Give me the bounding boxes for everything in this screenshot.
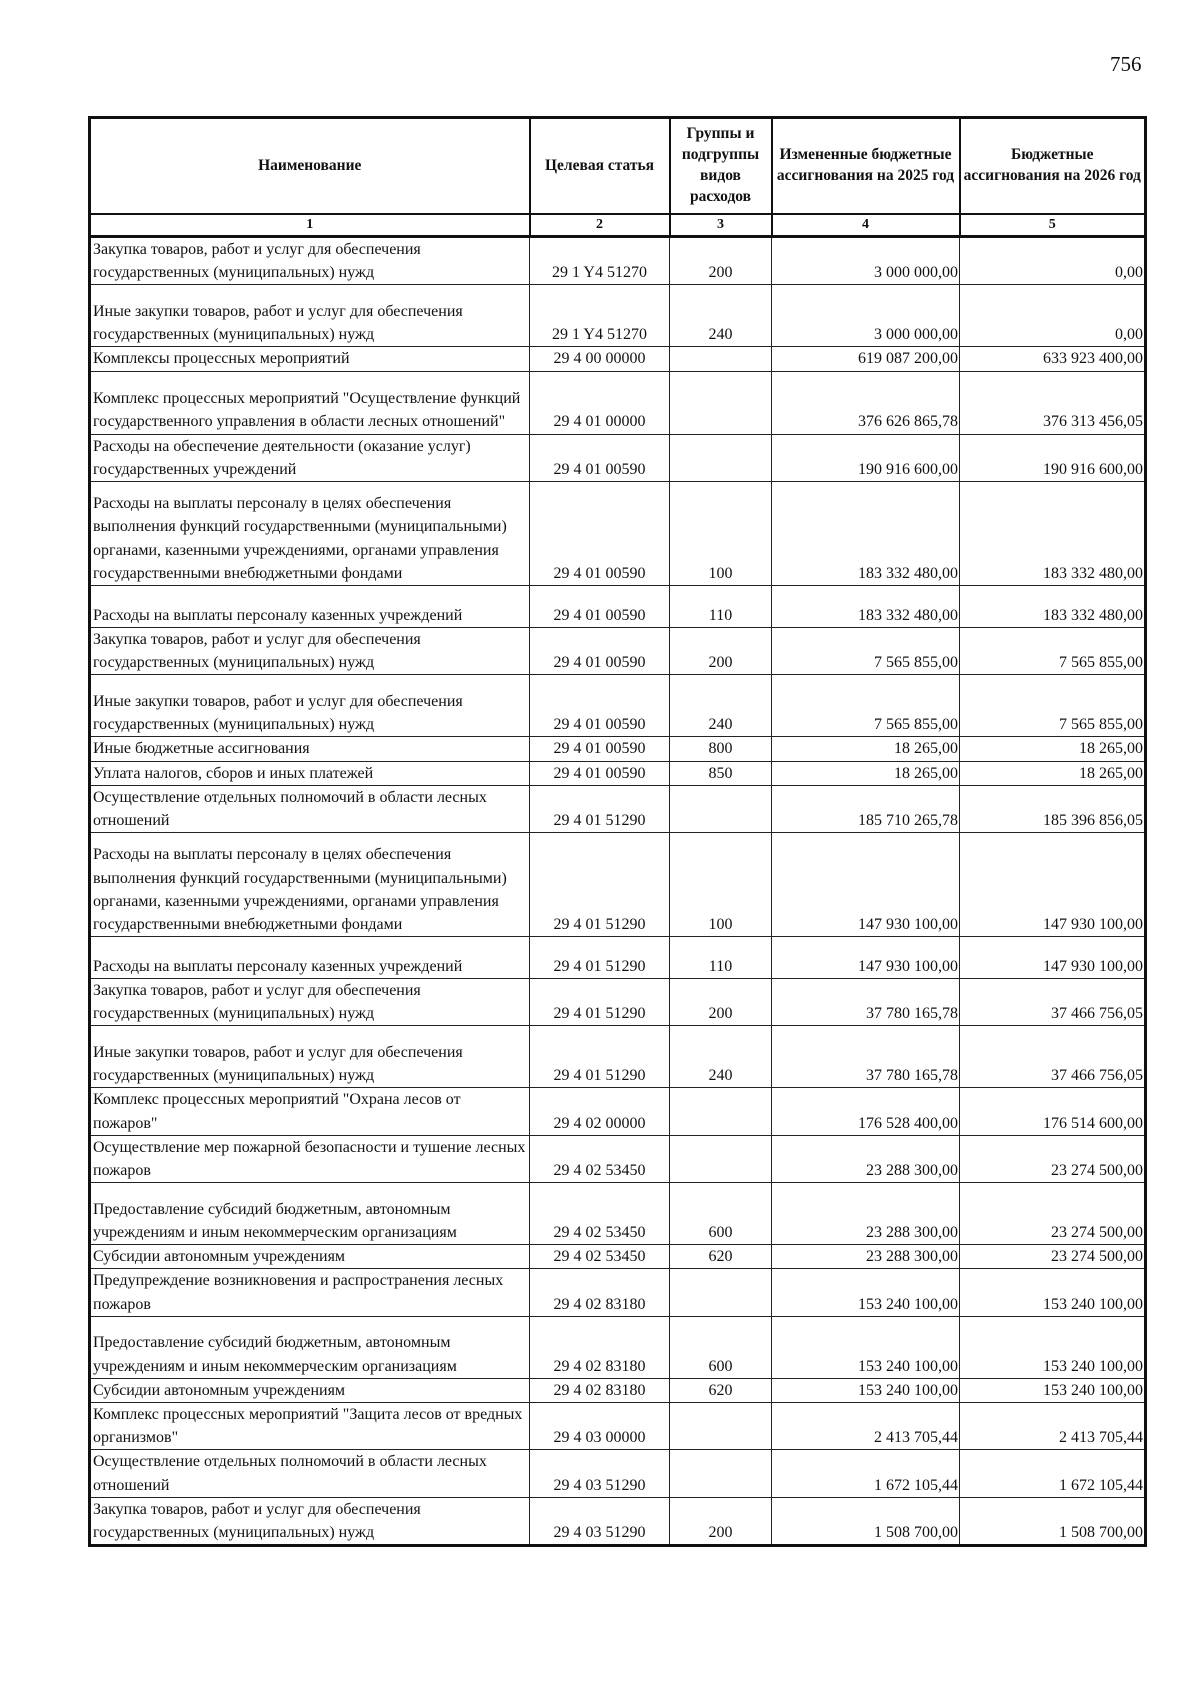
- row-target-article: 29 4 01 00590: [530, 627, 670, 674]
- row-name: Расходы на обеспечение деятельности (оказание услуг) государственных учреждений: [90, 434, 530, 481]
- row-expense-group: 110: [670, 937, 772, 979]
- header-name: Наименование: [90, 118, 530, 215]
- row-target-article: 29 4 03 00000: [530, 1402, 670, 1449]
- row-name: Уплата налогов, сборов и иных платежей: [90, 761, 530, 785]
- row-expense-group: 800: [670, 737, 772, 761]
- row-value-2025: 376 626 865,78: [772, 371, 960, 434]
- table-row: [90, 1497, 1146, 1545]
- row-value-2026: 2 413 705,44: [960, 1402, 1146, 1449]
- row-value-2025: 23 288 300,00: [772, 1183, 960, 1245]
- row-target-article: 29 4 01 00590: [530, 481, 670, 585]
- table-row: [90, 237, 1146, 285]
- row-target-article: 29 4 01 51290: [530, 937, 670, 979]
- row-value-2026: 153 240 100,00: [960, 1316, 1146, 1378]
- row-expense-group: [670, 347, 772, 371]
- budget-table: [88, 116, 1147, 1547]
- row-expense-group: 100: [670, 833, 772, 937]
- row-value-2026: 153 240 100,00: [960, 1269, 1146, 1316]
- table-row: [90, 285, 1146, 347]
- row-target-article: 29 4 01 51290: [530, 1026, 670, 1088]
- row-value-2025: 1 672 105,44: [772, 1450, 960, 1497]
- header-expense-groups: Группы и подгруппы видов расходов: [670, 118, 772, 215]
- row-value-2026: 1 672 105,44: [960, 1450, 1146, 1497]
- row-value-2026: 183 332 480,00: [960, 481, 1146, 585]
- row-name: Комплексы процессных мероприятий: [90, 347, 530, 371]
- row-name: Комплекс процессных мероприятий "Защита лесов от вредных организмов": [90, 1402, 530, 1449]
- row-value-2025: 153 240 100,00: [772, 1378, 960, 1402]
- row-value-2026: 37 466 756,05: [960, 979, 1146, 1026]
- row-value-2025: 619 087 200,00: [772, 347, 960, 371]
- row-target-article: 29 4 01 51290: [530, 785, 670, 832]
- table-body: [90, 237, 1146, 1546]
- row-value-2026: 23 274 500,00: [960, 1245, 1146, 1269]
- row-expense-group: [670, 371, 772, 434]
- table-row: [90, 833, 1146, 937]
- row-name: Иные закупки товаров, работ и услуг для обеспечения государственных (муниципальных) нужд: [90, 675, 530, 737]
- row-expense-group: 110: [670, 585, 772, 627]
- row-target-article: 29 4 01 00590: [530, 737, 670, 761]
- row-name: Закупка товаров, работ и услуг для обеспечения государственных (муниципальных) нужд: [90, 627, 530, 674]
- header-col-number: 5: [960, 214, 1146, 237]
- header-appropriations-2026: Бюджетные ассигнования на 2026 год: [960, 118, 1146, 215]
- row-value-2026: 7 565 855,00: [960, 675, 1146, 737]
- table-row: [90, 1026, 1146, 1088]
- row-value-2026: 185 396 856,05: [960, 785, 1146, 832]
- row-target-article: 29 4 02 53450: [530, 1183, 670, 1245]
- row-expense-group: 100: [670, 481, 772, 585]
- row-target-article: 29 1 Y4 51270: [530, 285, 670, 347]
- row-expense-group: [670, 785, 772, 832]
- row-expense-group: 200: [670, 1497, 772, 1545]
- row-expense-group: 620: [670, 1245, 772, 1269]
- table-row: [90, 1183, 1146, 1245]
- budget-table-container: [88, 116, 1144, 1547]
- row-value-2025: 3 000 000,00: [772, 285, 960, 347]
- row-expense-group: [670, 1402, 772, 1449]
- row-value-2026: 147 930 100,00: [960, 833, 1146, 937]
- row-value-2025: 18 265,00: [772, 761, 960, 785]
- row-expense-group: 850: [670, 761, 772, 785]
- header-changed-appropriations-2025: Измененные бюджетные ассигнования на 2025 год: [772, 118, 960, 215]
- row-name: Предоставление субсидий бюджетным, автономным учреждениям и иным некоммерческим организациям: [90, 1316, 530, 1378]
- table-row: [90, 1316, 1146, 1378]
- row-expense-group: 200: [670, 237, 772, 285]
- row-name: Комплекс процессных мероприятий "Осуществление функций государственного управления в области лесных отношений": [90, 371, 530, 434]
- table-row: [90, 481, 1146, 585]
- row-expense-group: 620: [670, 1378, 772, 1402]
- row-name: Осуществление отдельных полномочий в области лесных отношений: [90, 785, 530, 832]
- table-row: [90, 979, 1146, 1026]
- table-row: [90, 1378, 1146, 1402]
- row-expense-group: 600: [670, 1316, 772, 1378]
- row-value-2026: 176 514 600,00: [960, 1088, 1146, 1135]
- row-expense-group: 240: [670, 1026, 772, 1088]
- header-col-number: 1: [90, 214, 530, 237]
- row-value-2025: 1 508 700,00: [772, 1497, 960, 1545]
- row-value-2025: 190 916 600,00: [772, 434, 960, 481]
- row-value-2026: 18 265,00: [960, 761, 1146, 785]
- row-value-2025: 37 780 165,78: [772, 979, 960, 1026]
- table-row: [90, 761, 1146, 785]
- row-value-2025: 2 413 705,44: [772, 1402, 960, 1449]
- table-row: [90, 785, 1146, 832]
- row-name: Иные бюджетные ассигнования: [90, 737, 530, 761]
- row-value-2026: 7 565 855,00: [960, 627, 1146, 674]
- table-row: [90, 737, 1146, 761]
- table-row: [90, 347, 1146, 371]
- header-col-number: 4: [772, 214, 960, 237]
- row-value-2025: 147 930 100,00: [772, 937, 960, 979]
- table-row: [90, 1402, 1146, 1449]
- row-value-2026: 23 274 500,00: [960, 1135, 1146, 1182]
- row-target-article: 29 4 02 53450: [530, 1135, 670, 1182]
- row-expense-group: 240: [670, 285, 772, 347]
- table-row: [90, 1135, 1146, 1182]
- table-row: [90, 585, 1146, 627]
- page-number: 756: [1110, 52, 1142, 76]
- row-target-article: 29 4 02 53450: [530, 1245, 670, 1269]
- row-expense-group: [670, 434, 772, 481]
- row-value-2025: 183 332 480,00: [772, 585, 960, 627]
- row-expense-group: 200: [670, 627, 772, 674]
- row-value-2025: 18 265,00: [772, 737, 960, 761]
- row-target-article: 29 4 01 51290: [530, 833, 670, 937]
- row-name: Предупреждение возникновения и распространения лесных пожаров: [90, 1269, 530, 1316]
- row-name: Комплекс процессных мероприятий "Охрана лесов от пожаров": [90, 1088, 530, 1135]
- table-row: [90, 371, 1146, 434]
- table-row: [90, 1245, 1146, 1269]
- row-name: Осуществление мер пожарной безопасности и тушение лесных пожаров: [90, 1135, 530, 1182]
- row-target-article: 29 4 03 51290: [530, 1450, 670, 1497]
- row-value-2026: 633 923 400,00: [960, 347, 1146, 371]
- row-name: Осуществление отдельных полномочий в области лесных отношений: [90, 1450, 530, 1497]
- row-value-2026: 376 313 456,05: [960, 371, 1146, 434]
- row-value-2026: 18 265,00: [960, 737, 1146, 761]
- row-name: Расходы на выплаты персоналу в целях обеспечения выполнения функций государственными (муниципальными) органами, казенными учреждениями, органами управления государственными внебюджетными фондами: [90, 481, 530, 585]
- header-col-number: 3: [670, 214, 772, 237]
- row-name: Предоставление субсидий бюджетным, автономным учреждениям и иным некоммерческим организациям: [90, 1183, 530, 1245]
- row-target-article: 29 4 00 00000: [530, 347, 670, 371]
- row-value-2026: 153 240 100,00: [960, 1378, 1146, 1402]
- row-value-2026: 0,00: [960, 237, 1146, 285]
- row-value-2026: 37 466 756,05: [960, 1026, 1146, 1088]
- row-target-article: 29 1 Y4 51270: [530, 237, 670, 285]
- row-target-article: 29 4 03 51290: [530, 1497, 670, 1545]
- row-value-2025: 183 332 480,00: [772, 481, 960, 585]
- row-expense-group: [670, 1135, 772, 1182]
- table-row: [90, 937, 1146, 979]
- row-value-2025: 153 240 100,00: [772, 1269, 960, 1316]
- row-target-article: 29 4 02 83180: [530, 1378, 670, 1402]
- row-target-article: 29 4 02 83180: [530, 1269, 670, 1316]
- row-target-article: 29 4 02 00000: [530, 1088, 670, 1135]
- row-target-article: 29 4 01 00590: [530, 585, 670, 627]
- row-name: Расходы на выплаты персоналу казенных учреждений: [90, 937, 530, 979]
- table-row: [90, 434, 1146, 481]
- row-value-2025: 37 780 165,78: [772, 1026, 960, 1088]
- row-target-article: 29 4 01 00000: [530, 371, 670, 434]
- row-name: Закупка товаров, работ и услуг для обеспечения государственных (муниципальных) нужд: [90, 1497, 530, 1545]
- row-name: Иные закупки товаров, работ и услуг для обеспечения государственных (муниципальных) нужд: [90, 285, 530, 347]
- table-row: [90, 627, 1146, 674]
- row-target-article: 29 4 01 51290: [530, 979, 670, 1026]
- row-target-article: 29 4 01 00590: [530, 675, 670, 737]
- row-value-2026: 0,00: [960, 285, 1146, 347]
- header-target-article: Целевая статья: [530, 118, 670, 215]
- row-name: Расходы на выплаты персоналу казенных учреждений: [90, 585, 530, 627]
- table-header: [90, 118, 1146, 237]
- row-expense-group: [670, 1269, 772, 1316]
- table-row: [90, 1269, 1146, 1316]
- row-expense-group: [670, 1450, 772, 1497]
- row-value-2026: 23 274 500,00: [960, 1183, 1146, 1245]
- row-value-2025: 176 528 400,00: [772, 1088, 960, 1135]
- row-value-2026: 147 930 100,00: [960, 937, 1146, 979]
- row-name: Субсидии автономным учреждениям: [90, 1245, 530, 1269]
- row-value-2025: 7 565 855,00: [772, 627, 960, 674]
- row-expense-group: [670, 1088, 772, 1135]
- row-name: Закупка товаров, работ и услуг для обеспечения государственных (муниципальных) нужд: [90, 237, 530, 285]
- row-name: Закупка товаров, работ и услуг для обеспечения государственных (муниципальных) нужд: [90, 979, 530, 1026]
- header-col-number: 2: [530, 214, 670, 237]
- row-expense-group: 240: [670, 675, 772, 737]
- table-row: [90, 675, 1146, 737]
- row-value-2025: 23 288 300,00: [772, 1245, 960, 1269]
- row-value-2025: 7 565 855,00: [772, 675, 960, 737]
- table-row: [90, 1450, 1146, 1497]
- row-expense-group: 600: [670, 1183, 772, 1245]
- row-name: Расходы на выплаты персоналу в целях обеспечения выполнения функций государственными (муниципальными) органами, казенными учреждениями, органами управления государственными внебюджетными фондами: [90, 833, 530, 937]
- row-name: Иные закупки товаров, работ и услуг для обеспечения государственных (муниципальных) нужд: [90, 1026, 530, 1088]
- row-value-2025: 185 710 265,78: [772, 785, 960, 832]
- row-value-2026: 1 508 700,00: [960, 1497, 1146, 1545]
- row-value-2025: 3 000 000,00: [772, 237, 960, 285]
- row-value-2026: 190 916 600,00: [960, 434, 1146, 481]
- row-target-article: 29 4 02 83180: [530, 1316, 670, 1378]
- row-target-article: 29 4 01 00590: [530, 761, 670, 785]
- row-expense-group: 200: [670, 979, 772, 1026]
- row-value-2025: 153 240 100,00: [772, 1316, 960, 1378]
- table-row: [90, 1088, 1146, 1135]
- row-name: Субсидии автономным учреждениям: [90, 1378, 530, 1402]
- row-value-2025: 147 930 100,00: [772, 833, 960, 937]
- row-value-2026: 183 332 480,00: [960, 585, 1146, 627]
- row-target-article: 29 4 01 00590: [530, 434, 670, 481]
- row-value-2025: 23 288 300,00: [772, 1135, 960, 1182]
